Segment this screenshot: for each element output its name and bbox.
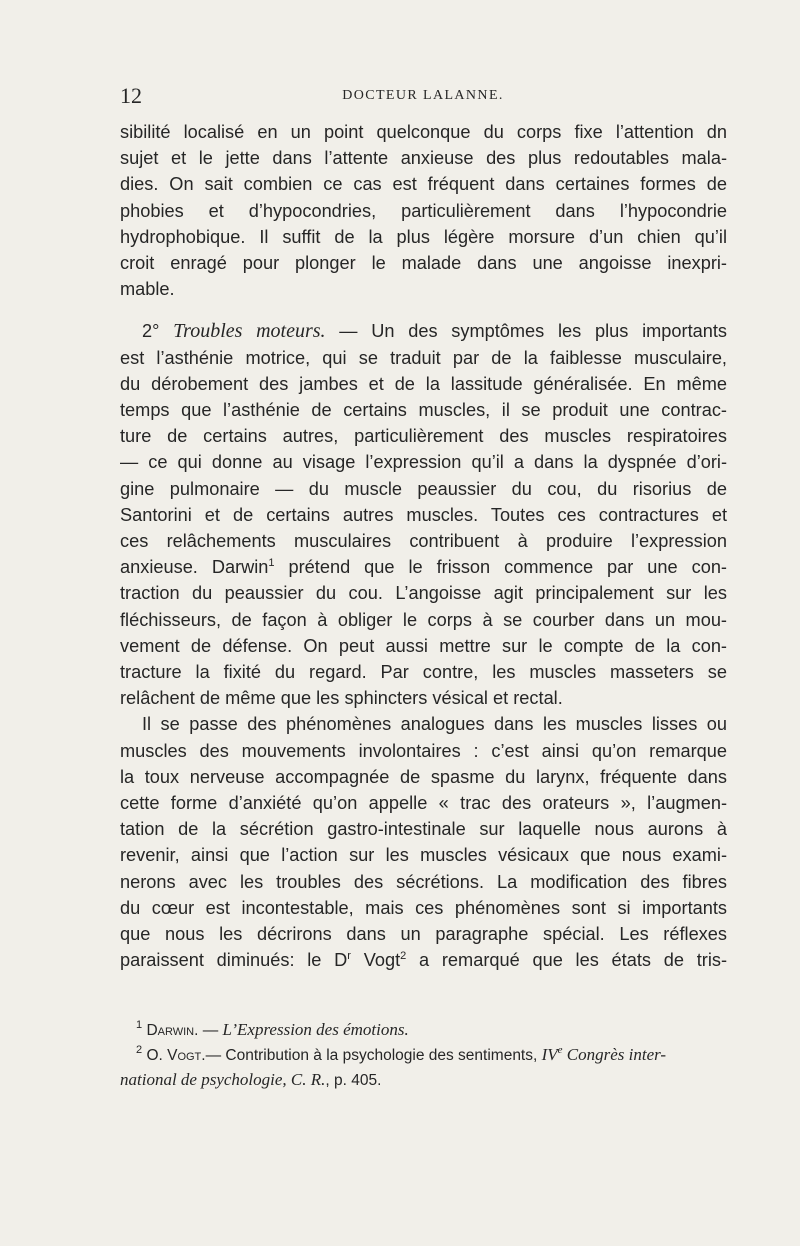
text-line: relâchent de même que les sphincters vésical et rectal. <box>120 688 563 709</box>
text-line: dies. On sait combien ce cas est fréquent dans certaines formes de <box>120 174 727 195</box>
text-line: tracture la fixité du regard. Par contre, les muscles masseters se <box>120 662 727 683</box>
text-line: sibilité localisé en un point quelconque du corps fixe l’attention dn <box>120 122 727 142</box>
footnote-line <box>120 1068 730 1093</box>
text-line: du dérobement des jambes et de la lassitude généralisée. En même <box>120 373 727 394</box>
footnote-2 <box>120 1043 730 1093</box>
footnotes <box>120 1018 730 1093</box>
text-line <box>120 554 727 580</box>
text-run: , p. 405. <box>325 1072 382 1089</box>
text-line: gine pulmonaire — du muscle peaussier du cou, du risorius de <box>120 478 727 499</box>
text-line: — ce qui donne au visage l’expression qu’il a dans la dyspnée d’ori- <box>120 452 727 473</box>
text-run: Congrès inter- <box>562 1045 667 1064</box>
text-run: a remarqué que les états de tris- <box>406 950 728 971</box>
paragraph-3 <box>120 711 727 973</box>
text-line: que nous les décrirons dans un paragraphe spécial. Les réflexes <box>120 924 727 945</box>
text-run: paraissent diminués: le D <box>120 950 348 971</box>
text-line: vement de défense. On peut aussi mettre sur le compte de la con- <box>120 635 727 656</box>
footnote-title: national de psychologie, C. R. <box>120 1070 326 1089</box>
footnote-ref: 2 <box>400 950 407 963</box>
superscript: r <box>347 950 351 963</box>
footnote-ref: 1 <box>268 557 275 570</box>
text-line: mable. <box>120 279 175 300</box>
paragraph-1 <box>120 119 727 302</box>
section-number: 2° <box>142 321 160 342</box>
text-line: tation de la sécrétion gastro-intestinale sur laquelle nous aurons à <box>120 819 727 840</box>
text-line: cette forme d’anxiété qu’on appelle « trac des orateurs », l’augmen- <box>120 793 727 814</box>
section-title: Troubles moteurs. <box>173 320 326 343</box>
body-text <box>120 119 727 974</box>
text-run: prétend que le frisson commence par une con- <box>274 557 727 578</box>
text-line: Il se passe des phénomènes analogues dans les muscles lisses ou <box>142 714 727 735</box>
text-line: ces relâchements musculaires contribuent à produire l’expression <box>120 531 727 552</box>
page-header <box>118 83 728 113</box>
text-line: traction du peaussier du cou. L’angoisse agit principalement sur les <box>120 583 727 604</box>
text-line: ture de certains autres, particulièrement des muscles respiratoires <box>120 426 727 447</box>
page-number: 12 <box>120 83 142 108</box>
text-run: IV <box>541 1045 558 1064</box>
text-run: anxieuse. Darwin <box>120 557 269 578</box>
text-run: — <box>198 1022 223 1039</box>
text-line: phobies et d’hypocondries, particulièrement dans l’hypocondrie <box>120 200 727 221</box>
footnote-author: Darwin. <box>146 1022 199 1039</box>
footnote-title: L’Expression des émotions. <box>222 1020 409 1039</box>
text-line: muscles des mouvements involontaires : c’est ainsi qu’on remarque <box>120 740 727 761</box>
text-line: hydrophobique. Il suffit de la plus légère morsure d’un chien qu’il <box>120 226 727 247</box>
running-head: DOCTEUR LALANNE. <box>342 88 504 103</box>
footnote-1 <box>120 1018 730 1043</box>
text-line: nerons avec les troubles des sécrétions. La modification des fibres <box>120 871 727 892</box>
paragraph-2 <box>120 318 727 711</box>
superscript: e <box>557 1044 563 1056</box>
text-run: — Un des symptômes les plus importants <box>325 321 727 342</box>
footnote-title <box>542 1045 666 1064</box>
footnote-line <box>136 1018 730 1043</box>
text-line: est l’asthénie motrice, qui se traduit par de la faiblesse musculaire, <box>120 347 727 368</box>
footnote-author: O. Vogt. <box>146 1047 206 1064</box>
footnote-line <box>136 1043 730 1068</box>
text-line <box>120 318 727 344</box>
text-line: revenir, ainsi que l’action sur les muscles vésicaux que nous exami- <box>120 845 727 866</box>
text-run: — Contribution à la psychologie des sentiments, <box>205 1047 542 1064</box>
text-run: Vogt <box>350 950 401 971</box>
footnote-mark: 1 <box>136 1019 143 1031</box>
text-line <box>120 947 727 973</box>
text-line: temps que l’asthénie de certains muscles, il se produit une contrac- <box>120 400 727 421</box>
footnote-mark: 2 <box>136 1044 143 1056</box>
text-line: fléchisseurs, de façon à obliger le corps à se courber dans un mou- <box>120 609 727 630</box>
text-line: croit enragé pour plonger le malade dans une angoisse inexpri- <box>120 253 727 274</box>
text-line: la toux nerveuse accompagnée de spasme du larynx, fréquente dans <box>120 766 727 787</box>
text-line: du cœur est incontestable, mais ces phénomènes sont si importants <box>120 897 727 918</box>
text-line: sujet et le jette dans l’attente anxieuse des plus redoutables mala- <box>120 148 727 169</box>
text-line: Santorini et de certains autres muscles. Toutes ces contractures et <box>120 504 727 525</box>
